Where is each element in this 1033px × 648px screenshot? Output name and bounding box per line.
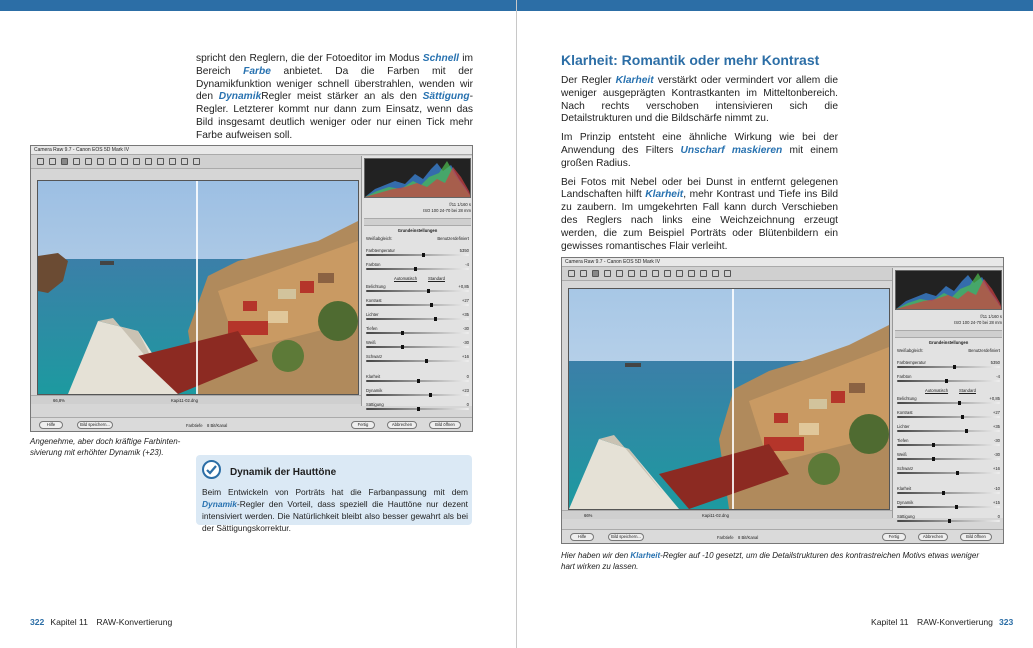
slider-value[interactable]: 0 — [997, 514, 1000, 519]
text-run: Beim Entwickeln von Porträts hat die Farbanpassung mit dem — [202, 487, 468, 497]
graduated-filter-icon[interactable] — [157, 158, 164, 165]
slider-label: Farbtemperatur — [897, 360, 926, 365]
slider-row[interactable] — [366, 374, 469, 382]
target-adjust-icon[interactable] — [616, 270, 623, 277]
slider-handle[interactable] — [425, 359, 428, 363]
slider-track[interactable] — [897, 506, 1000, 508]
slider-handle[interactable] — [961, 415, 964, 419]
left-page-header-bar — [0, 0, 516, 11]
exif-info — [895, 314, 1002, 325]
camera-raw-window — [561, 257, 1004, 544]
slider-label: Schwarz — [897, 466, 914, 471]
slider-label: Tiefen — [366, 326, 378, 331]
crop-tool-icon[interactable] — [628, 270, 635, 277]
slider-label: Belichtung — [366, 284, 386, 289]
panel-title: Grundeinstellungen — [397, 228, 438, 233]
filename: Kapi11-02.dng — [702, 513, 729, 518]
slider-row[interactable] — [366, 340, 469, 348]
slider-handle[interactable] — [427, 289, 430, 293]
before-after-divider[interactable] — [196, 181, 198, 394]
text-run: -Regler auf -10 gesetzt, um die Detailstrukturen des kontrastreichen Motivs etwas weniger hart wirken zu lassen. — [561, 551, 979, 571]
keyword-klarheit: Klarheit — [645, 189, 684, 201]
slider-track[interactable] — [897, 402, 1000, 404]
slider-label: Farbtemperatur — [366, 248, 395, 253]
slider-label: Farbton — [366, 262, 381, 267]
slider-label: Weiß — [897, 452, 907, 457]
slider-value[interactable]: +16 — [992, 466, 1000, 471]
rotate-right-icon[interactable] — [724, 270, 731, 277]
slider-track[interactable] — [366, 360, 469, 362]
slider-row[interactable] — [897, 438, 1000, 446]
bitdepth-label: Farbtiefe — [717, 535, 734, 540]
slider-row[interactable] — [897, 500, 1000, 508]
rotate-right-icon[interactable] — [193, 158, 200, 165]
exif-line: ISO 100 24-70 bei 28 mm — [954, 319, 1002, 325]
slider-track[interactable] — [897, 416, 1000, 418]
slider-track[interactable] — [897, 472, 1000, 474]
radial-filter-icon[interactable] — [700, 270, 707, 277]
slider-handle[interactable] — [948, 519, 951, 523]
page-number: 323 — [998, 617, 1014, 627]
status-bar — [31, 395, 361, 404]
checkmark-icon — [202, 460, 221, 479]
slider-track[interactable] — [366, 394, 469, 396]
left-footer — [30, 617, 172, 627]
open-image-button[interactable]: Bild öffnen — [429, 421, 461, 429]
text-run: Der Regler — [561, 75, 616, 86]
slider-row[interactable] — [897, 374, 1000, 382]
slider-row[interactable] — [366, 248, 469, 256]
slider-handle[interactable] — [956, 471, 959, 475]
adjustments-panel — [892, 268, 1004, 518]
slider-track[interactable] — [366, 304, 469, 306]
help-button[interactable]: Hilfe — [39, 421, 63, 429]
slider-handle[interactable] — [417, 407, 420, 411]
slider-row[interactable] — [897, 396, 1000, 404]
slider-handle[interactable] — [932, 443, 935, 447]
color-sampler-icon[interactable] — [73, 158, 80, 165]
spot-removal-icon[interactable] — [121, 158, 128, 165]
tip-box — [196, 455, 472, 533]
text-run: -Regler den Vorteil, dass speziell die Hauttöne nur dezent intensiviert werden. Die Natürlichkeit bleibt also besser gewahrt als bei der Sättigungskorrektur. — [202, 499, 468, 533]
panel-title: Grundeinstellungen — [928, 340, 969, 345]
wb-label: Weißabgleich: — [897, 348, 924, 353]
slider-label: Weiß — [366, 340, 376, 345]
adjustments-panel — [361, 156, 473, 406]
save-image-button[interactable]: Bild speichern... — [77, 421, 113, 429]
wb-value[interactable]: Benutzerdefiniert — [968, 348, 1000, 353]
slider-handle[interactable] — [417, 379, 420, 383]
slider-handle[interactable] — [965, 429, 968, 433]
slider-value[interactable]: +27 — [461, 298, 469, 303]
slider-handle[interactable] — [429, 393, 432, 397]
chapter-title: RAW-Konvertierung — [96, 617, 173, 627]
right-page — [517, 0, 1033, 648]
camera-raw-title: Camera Raw 9.7 - Canon EOS 5D Mark IV — [562, 258, 1003, 267]
exif-info — [364, 202, 471, 213]
slider-row[interactable] — [366, 326, 469, 334]
preview-photo — [568, 288, 890, 510]
slider-label: Farbton — [897, 374, 912, 379]
spot-removal-icon[interactable] — [652, 270, 659, 277]
slider-value[interactable]: 5350 — [459, 248, 469, 253]
page-number: 322 — [30, 617, 45, 627]
tip-text — [202, 486, 468, 534]
harbor-village-photo — [569, 289, 889, 509]
slider-row[interactable] — [897, 486, 1000, 494]
slider-track[interactable] — [366, 268, 469, 270]
slider-handle[interactable] — [422, 253, 425, 257]
white-balance-tool-icon[interactable] — [592, 270, 599, 277]
keyword-klarheit: Klarheit — [630, 551, 661, 560]
slider-value[interactable]: +0,85 — [458, 284, 469, 289]
left-page — [0, 0, 516, 648]
default-link[interactable]: Standard — [428, 276, 445, 281]
status-bar — [562, 510, 892, 519]
slider-value[interactable]: +16 — [461, 354, 469, 359]
slider-value[interactable]: -30 — [993, 452, 1000, 457]
adjustment-brush-icon[interactable] — [676, 270, 683, 277]
histogram — [364, 158, 471, 198]
rotate-left-icon[interactable] — [712, 270, 719, 277]
color-sampler-icon[interactable] — [604, 270, 611, 277]
zoom-tool-icon[interactable] — [568, 270, 575, 277]
camera-raw-title: Camera Raw 9.7 - Canon EOS 5D Mark IV — [31, 146, 472, 155]
target-adjust-icon[interactable] — [85, 158, 92, 165]
slider-label: Kontrast — [897, 410, 913, 415]
slider-value[interactable]: +35 — [992, 424, 1000, 429]
bottom-bar — [562, 529, 1003, 543]
before-after-divider[interactable] — [732, 289, 734, 509]
slider-value[interactable]: -30 — [462, 340, 469, 345]
left-intro-paragraph — [196, 53, 473, 143]
slider-value[interactable]: 0 — [466, 402, 469, 407]
open-image-button[interactable]: Bild öffnen — [960, 533, 992, 541]
slider-row[interactable] — [897, 514, 1000, 522]
slider-handle[interactable] — [953, 365, 956, 369]
slider-row[interactable] — [366, 312, 469, 320]
slider-value[interactable]: -30 — [993, 438, 1000, 443]
text-run: anbietet. Da die Farben mit der Dynamikfunktion weniger schnell überstrahlen, wenden wir den — [196, 65, 473, 103]
slider-track[interactable] — [366, 290, 469, 292]
slider-value[interactable]: +0,85 — [989, 396, 1000, 401]
caption-line: sivierung mit erhöhter Dynamik (+23). — [30, 447, 164, 457]
exif-line: f/11 1/160 s — [449, 202, 471, 207]
slider-track[interactable] — [897, 366, 1000, 368]
save-image-button[interactable]: Bild speichern... — [608, 533, 644, 541]
chapter-label: Kapitel 11 — [871, 617, 909, 627]
auto-default-links[interactable] — [366, 276, 469, 284]
auto-default-links[interactable] — [897, 388, 1000, 396]
slider-row[interactable] — [366, 354, 469, 362]
slider-handle[interactable] — [955, 505, 958, 509]
keyword-schnell: Schnell — [422, 53, 460, 64]
exif-line: ISO 100 24-70 bei 28 mm — [423, 207, 471, 213]
paragraph — [561, 75, 838, 126]
camera-raw-window — [30, 145, 473, 432]
right-figure-caption — [561, 551, 991, 572]
bitdepth-label: Farbtiefe — [186, 423, 203, 428]
slider-row[interactable] — [366, 284, 469, 292]
keyword-klarheit: Klarheit — [615, 75, 654, 86]
slider-handle[interactable] — [414, 267, 417, 271]
slider-handle[interactable] — [945, 379, 948, 383]
done-button[interactable]: Fertig — [882, 533, 906, 541]
slider-handle[interactable] — [932, 457, 935, 461]
slider-handle[interactable] — [942, 491, 945, 495]
slider-label: Lichter — [366, 312, 379, 317]
text-run: Bei Fotos mit Nebel oder bei Dunst in entfernt gelegenen Landschaften hilft — [561, 176, 838, 201]
cancel-button[interactable]: Abbrechen — [918, 533, 948, 541]
slider-value[interactable]: +35 — [461, 312, 469, 317]
keyword-unscharf-maskieren: Unscharf maskieren — [680, 144, 783, 156]
adjustment-brush-icon[interactable] — [145, 158, 152, 165]
preview-photo — [37, 180, 359, 395]
slider-value[interactable]: -30 — [462, 326, 469, 331]
slider-track[interactable] — [897, 380, 1000, 382]
slider-value[interactable]: -4 — [465, 262, 469, 267]
slider-track[interactable] — [897, 458, 1000, 460]
slider-label: Dynamik — [897, 500, 914, 505]
bottom-bar — [31, 417, 472, 431]
right-page-header-bar — [517, 0, 1033, 11]
slider-label: Belichtung — [897, 396, 917, 401]
hand-tool-icon[interactable] — [580, 270, 587, 277]
zoom-tool-icon[interactable] — [37, 158, 44, 165]
slider-row[interactable] — [366, 298, 469, 306]
slider-track[interactable] — [897, 430, 1000, 432]
slider-row[interactable] — [366, 388, 469, 396]
slider-label: Tiefen — [897, 438, 909, 443]
wb-value[interactable]: Benutzerdefiniert — [437, 236, 469, 241]
slider-value[interactable]: 5350 — [990, 360, 1000, 365]
text-run: Hier haben wir den — [561, 551, 631, 560]
keyword-dynamik: Dynamik — [202, 499, 237, 509]
slider-track[interactable] — [366, 318, 469, 320]
red-eye-icon[interactable] — [133, 158, 140, 165]
slider-value[interactable]: +15 — [992, 500, 1000, 505]
help-button[interactable]: Hilfe — [570, 533, 594, 541]
slider-row[interactable] — [897, 424, 1000, 432]
right-body-text — [561, 75, 838, 259]
histogram — [895, 270, 1002, 310]
white-balance-tool-icon[interactable] — [61, 158, 68, 165]
done-button[interactable]: Fertig — [351, 421, 375, 429]
keyword-saettigung: Sättigung — [422, 91, 470, 103]
text-run: , mehr Kontrast und Tiefe ins Bild zu zaubern. Im umgekehrten Fall kann durch Verschieben des Reglers nach links eine Weichzeichnung erzeugt werden, die zum Beispiel Porträts oder Blütenbildern ein gewisses romantisches Flair verleiht. — [561, 189, 838, 252]
filename: Kapi11-02.dng — [171, 398, 198, 403]
white-balance-row[interactable] — [366, 236, 469, 244]
slider-track[interactable] — [897, 492, 1000, 494]
keyword-farbe: Farbe — [243, 65, 271, 77]
slider-handle[interactable] — [958, 401, 961, 405]
straighten-tool-icon[interactable] — [640, 270, 647, 277]
slider-row[interactable] — [366, 262, 469, 270]
white-balance-row[interactable] — [897, 348, 1000, 356]
slider-label: Lichter — [897, 424, 910, 429]
graduated-filter-icon[interactable] — [688, 270, 695, 277]
slider-label: Klarheit — [897, 486, 912, 491]
slider-value[interactable]: -10 — [993, 486, 1000, 491]
slider-label: Schwarz — [366, 354, 383, 359]
exif-line: f/11 1/160 s — [980, 314, 1002, 319]
slider-label: Sättigung — [366, 402, 384, 407]
text-run: Im Prinzip entsteht eine ähnliche Wirkung wie bei der Anwendung des Filters — [561, 132, 838, 156]
slider-handle[interactable] — [401, 345, 404, 349]
paragraph — [561, 132, 838, 170]
cancel-button[interactable]: Abbrechen — [387, 421, 417, 429]
left-figure-caption — [30, 437, 195, 458]
radial-filter-icon[interactable] — [169, 158, 176, 165]
slider-value[interactable]: 0 — [466, 374, 469, 379]
slider-track[interactable] — [366, 346, 469, 348]
slider-row[interactable] — [897, 410, 1000, 418]
right-footer — [871, 617, 1019, 627]
text-run: spricht den Reglern, die der Fotoeditor im Modus — [196, 53, 423, 64]
text-run: -Regler. Letzterer kommt nur dann zum Einsatz, wenn das Bild insgesamt deutlich weniger oder nur einen Tick mehr Farbe aufweisen soll. — [196, 91, 473, 141]
zoom-level[interactable]: 66,8% — [53, 398, 65, 403]
caption-line: Angenehme, aber doch kräftige Farbinten- — [30, 437, 181, 446]
harbor-village-photo — [38, 181, 358, 394]
slider-label: Kontrast — [366, 298, 382, 303]
slider-label: Klarheit — [366, 374, 381, 379]
slider-row[interactable] — [897, 452, 1000, 460]
red-eye-icon[interactable] — [664, 270, 671, 277]
crop-tool-icon[interactable] — [97, 158, 104, 165]
paragraph — [561, 177, 838, 254]
slider-value[interactable]: +27 — [992, 410, 1000, 415]
slider-row[interactable] — [897, 466, 1000, 474]
slider-track[interactable] — [366, 254, 469, 256]
slider-row[interactable] — [366, 402, 469, 410]
bitdepth-select[interactable]: 8 Bit/Kanal — [207, 423, 228, 428]
slider-handle[interactable] — [401, 331, 404, 335]
slider-handle[interactable] — [434, 317, 437, 321]
slider-value[interactable]: -4 — [996, 374, 1000, 379]
section-heading: Klarheit: Romantik oder mehr Kontrast — [561, 52, 820, 68]
text-run: mit einem großen Radius. — [561, 144, 838, 169]
slider-handle[interactable] — [430, 303, 433, 307]
text-run: Regler meist stärker an als den — [261, 91, 423, 103]
panel-tabs[interactable] — [364, 218, 471, 226]
slider-label: Dynamik — [366, 388, 383, 393]
rotate-left-icon[interactable] — [181, 158, 188, 165]
slider-track[interactable] — [366, 332, 469, 334]
hand-tool-icon[interactable] — [49, 158, 56, 165]
tip-title: Dynamik der Hauttöne — [230, 467, 337, 478]
slider-track[interactable] — [897, 444, 1000, 446]
auto-link[interactable]: Automatisch — [394, 276, 418, 281]
text-run: verstärkt oder vermindert vor allem die weniger ausgeprägten Kontrastkanten im Mitteltonbereich. Nach rechts verschoben intensivieren sich die Detailstrukturen und die Bildschärfe nimmt zu. — [561, 75, 838, 125]
auto-link[interactable]: Automatisch — [925, 388, 949, 393]
keyword-dynamik: Dynamik — [218, 91, 262, 103]
straighten-tool-icon[interactable] — [109, 158, 116, 165]
text-run: im Bereich — [196, 53, 473, 77]
panel-tabs[interactable] — [895, 330, 1002, 338]
zoom-level[interactable]: 66% — [584, 513, 593, 518]
slider-value[interactable]: +23 — [461, 388, 469, 393]
default-link[interactable]: Standard — [959, 388, 976, 393]
chapter-label: Kapitel 11 — [50, 617, 88, 627]
wb-label: Weißabgleich: — [366, 236, 393, 241]
slider-row[interactable] — [897, 360, 1000, 368]
bitdepth-select[interactable]: 8 Bit/Kanal — [738, 535, 759, 540]
slider-label: Sättigung — [897, 514, 915, 519]
chapter-title: RAW-Konvertierung — [916, 617, 993, 627]
